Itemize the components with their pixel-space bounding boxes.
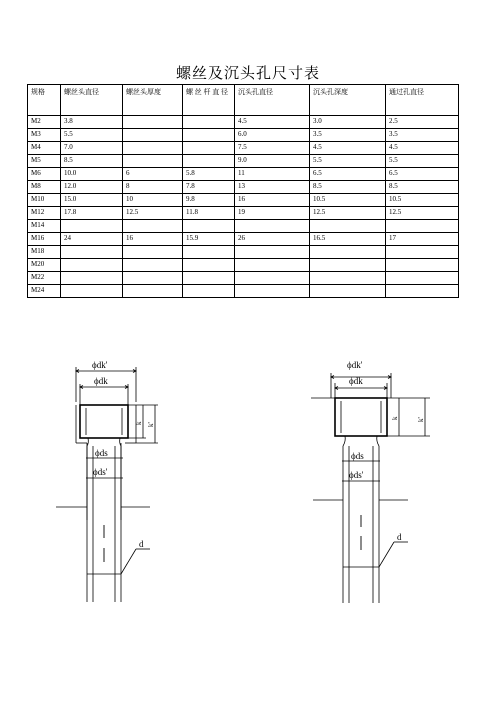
table-cell: 6.5 <box>386 168 459 181</box>
left-k-label: k <box>135 421 143 425</box>
table-cell: M18 <box>28 246 61 259</box>
table-cell <box>183 129 235 142</box>
table-cell <box>386 285 459 298</box>
screw-drawings <box>0 340 496 702</box>
table-cell: 8 <box>123 181 183 194</box>
table-cell: 9.0 <box>235 155 310 168</box>
right-dk-prime-label: ϕdk' <box>347 360 363 370</box>
table-cell <box>183 246 235 259</box>
table-cell: 16.5 <box>310 233 386 246</box>
table-cell: 8.5 <box>386 181 459 194</box>
left-d-label: d <box>139 539 144 549</box>
table-cell <box>123 129 183 142</box>
table-cell <box>235 220 310 233</box>
table-cell: 17 <box>386 233 459 246</box>
table-cell: M4 <box>28 142 61 155</box>
table-cell: 6 <box>123 168 183 181</box>
table-cell <box>235 285 310 298</box>
table-cell: M22 <box>28 272 61 285</box>
page-title: 螺丝及沉头孔尺寸表 <box>175 66 320 82</box>
table-cell: M20 <box>28 259 61 272</box>
table-cell <box>123 220 183 233</box>
table-cell: M10 <box>28 194 61 207</box>
left-dk-prime-label: ϕdk' <box>92 360 108 370</box>
table-cell: 3.0 <box>310 116 386 129</box>
table-cell: 5.5 <box>310 155 386 168</box>
table-cell: 9.8 <box>183 194 235 207</box>
column-header: 螺丝头厚度 <box>123 85 183 116</box>
table-cell: 2.5 <box>386 116 459 129</box>
table-cell <box>310 259 386 272</box>
table-cell <box>235 272 310 285</box>
table-cell <box>61 259 123 272</box>
table-row <box>28 233 459 246</box>
table-cell: 24 <box>61 233 123 246</box>
table-cell: 19 <box>235 207 310 220</box>
table-row <box>28 207 459 220</box>
table-cell <box>386 259 459 272</box>
column-header: 规格 <box>28 85 61 116</box>
table-cell <box>123 155 183 168</box>
table-cell: M14 <box>28 220 61 233</box>
right-ds-label: ϕds <box>351 451 364 461</box>
table-cell <box>183 220 235 233</box>
table-cell <box>310 285 386 298</box>
table-row <box>28 246 459 259</box>
table-row <box>28 272 459 285</box>
table-cell <box>183 272 235 285</box>
left-ds-prime-label: ϕds' <box>93 467 108 477</box>
table-row <box>28 142 459 155</box>
table-row <box>28 259 459 272</box>
right-d-label: d <box>397 532 402 542</box>
table-cell: 8.5 <box>310 181 386 194</box>
screw-size-table <box>27 84 459 298</box>
table-cell <box>183 116 235 129</box>
table-row <box>28 155 459 168</box>
table-cell: M24 <box>28 285 61 298</box>
left-k-prime-label: k' <box>147 422 155 427</box>
table-cell <box>386 246 459 259</box>
table-cell <box>235 246 310 259</box>
table-cell <box>386 220 459 233</box>
table-cell: 3.5 <box>310 129 386 142</box>
table-cell <box>61 220 123 233</box>
table-cell: 15.0 <box>61 194 123 207</box>
table-row <box>28 220 459 233</box>
table-cell: 13 <box>235 181 310 194</box>
table-cell: M8 <box>28 181 61 194</box>
table-cell: 4.5 <box>235 116 310 129</box>
column-header: 螺丝头直径 <box>61 85 123 116</box>
right-screw-figure <box>311 373 430 603</box>
table-cell: 10.5 <box>310 194 386 207</box>
table-cell <box>61 272 123 285</box>
table-cell <box>123 116 183 129</box>
table-cell: 8.5 <box>61 155 123 168</box>
table-cell: 11.8 <box>183 207 235 220</box>
table-cell <box>310 272 386 285</box>
table-cell: 12.5 <box>386 207 459 220</box>
column-header: 沉头孔深度 <box>310 85 386 116</box>
table-cell: 10 <box>123 194 183 207</box>
table-cell <box>235 259 310 272</box>
column-header: 螺 丝 杆 直 径 <box>183 85 235 116</box>
table-header-row <box>28 85 459 116</box>
table-cell: 3.5 <box>386 129 459 142</box>
left-screw-figure <box>56 367 158 602</box>
table-body <box>28 116 459 298</box>
right-ds-prime-label: ϕds' <box>349 470 364 480</box>
table-cell <box>386 272 459 285</box>
table-cell: 12.0 <box>61 181 123 194</box>
table-row <box>28 181 459 194</box>
table-cell <box>123 246 183 259</box>
table-cell: 10.0 <box>61 168 123 181</box>
table-cell <box>61 285 123 298</box>
table-cell: 10.5 <box>386 194 459 207</box>
right-dk-label: ϕdk <box>349 376 363 386</box>
table-cell: M2 <box>28 116 61 129</box>
table-cell: M12 <box>28 207 61 220</box>
table-cell: 12.5 <box>123 207 183 220</box>
table-cell: 6.0 <box>235 129 310 142</box>
table-cell <box>61 246 123 259</box>
table-cell: 16 <box>235 194 310 207</box>
table-cell <box>123 272 183 285</box>
table-cell: 3.8 <box>61 116 123 129</box>
table-row <box>28 116 459 129</box>
right-k-label: k <box>391 416 399 420</box>
left-dk-label: ϕdk <box>94 376 108 386</box>
table-cell <box>123 142 183 155</box>
table-cell: 5.5 <box>386 155 459 168</box>
table-cell <box>183 142 235 155</box>
table-cell: 12.5 <box>310 207 386 220</box>
table-row <box>28 194 459 207</box>
table-cell: M5 <box>28 155 61 168</box>
table-cell: 5.5 <box>61 129 123 142</box>
left-ds-label: ϕds <box>95 448 108 458</box>
table-cell: 7.8 <box>183 181 235 194</box>
table-cell: 7.0 <box>61 142 123 155</box>
table-cell: 16 <box>123 233 183 246</box>
table-cell: M3 <box>28 129 61 142</box>
table-cell: 4.5 <box>386 142 459 155</box>
table-cell: M16 <box>28 233 61 246</box>
table-cell: 4.5 <box>310 142 386 155</box>
table-cell: 5.8 <box>183 168 235 181</box>
column-header: 沉头孔直径 <box>235 85 310 116</box>
right-k-prime-label: k' <box>417 417 425 422</box>
table-cell: 7.5 <box>235 142 310 155</box>
table-cell <box>183 155 235 168</box>
table-cell <box>123 285 183 298</box>
table-row <box>28 129 459 142</box>
table-cell <box>123 259 183 272</box>
table-cell <box>310 220 386 233</box>
table-cell: M6 <box>28 168 61 181</box>
table-cell: 11 <box>235 168 310 181</box>
table-cell <box>310 246 386 259</box>
table-row <box>28 285 459 298</box>
table-cell <box>183 285 235 298</box>
table-cell: 15.9 <box>183 233 235 246</box>
table-cell: 17.8 <box>61 207 123 220</box>
table-row <box>28 168 459 181</box>
column-header: 通过孔直径 <box>386 85 459 116</box>
table-cell <box>183 259 235 272</box>
table-cell: 6.5 <box>310 168 386 181</box>
table-cell: 26 <box>235 233 310 246</box>
